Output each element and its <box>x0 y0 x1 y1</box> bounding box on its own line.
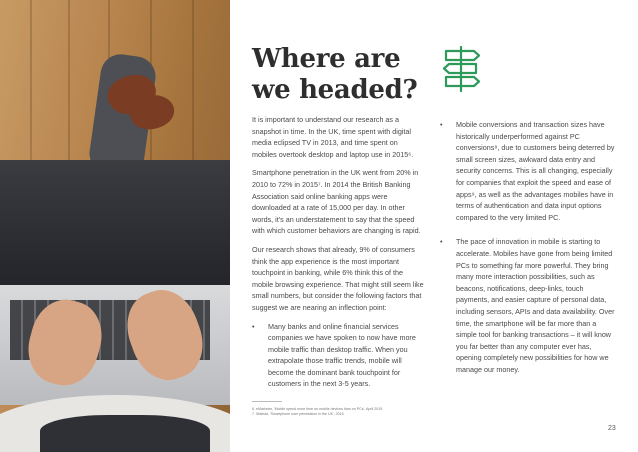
footnote-7: 7. Statista, 'Smartphone user penetration in the UK', 2015 <box>252 412 344 417</box>
bullet-marker: • <box>440 120 443 129</box>
bullet-item-1 <box>252 321 424 391</box>
title-line-2: we headed? <box>252 75 418 105</box>
bullet-marker: • <box>440 237 443 247</box>
page-number: 23 <box>608 425 616 432</box>
footnote-6: 6. eMarketer, 'Mobile spend more time on mobile devices than on PCs', April 2015 <box>252 407 383 411</box>
bullet-item-3 <box>440 236 618 375</box>
footnote-divider <box>252 401 282 402</box>
bullet-marker: • <box>252 321 255 331</box>
left-column <box>252 114 424 397</box>
signpost-icon <box>440 46 482 92</box>
page-title <box>252 44 417 106</box>
title-line-1: Where are <box>252 44 401 74</box>
footnotes <box>252 407 432 418</box>
bullet-item-2 <box>440 119 618 223</box>
paragraph-1: It is important to understand our research as a snapshot in time. In the UK, time spent with digital media eclipsed TV in 2013, and time spent on mobiles overtook desktop and laptop use in 2015⁶. <box>252 115 414 159</box>
paragraph-2: Smartphone penetration in the UK went from 20% in 2010 to 72% in 2015⁷. In 2014 the British Banking Association said online banking apps were downloaded at a rate of 15,000 per day. In other words, it's an understatement to say that the speed with which customer behaviors are changing is rapid. <box>252 168 421 236</box>
paragraph-3: Our research shows that already, 9% of consumers think the app experience is the most important touchpoint in banking, while 6% think this of the mobile browsing experience. That might still seem like small numbers, but consider the following factors that suggest we are nearing an inflection point: <box>252 244 424 312</box>
shirt-stripe <box>40 415 210 452</box>
bullet-text-2: Mobile conversions and transaction sizes have historically underperformed against PC conversions⁸, due to customers being deterred by small screen sizes, awkward data entry and security concerns. This is all changing, especially for companies that exploit the speed and ease of apps⁹, as well as the advantages mobiles have in terms of authentication and data input options compared to the very limited PC. <box>456 120 615 222</box>
right-column <box>440 119 618 382</box>
laptop-screen <box>0 160 230 290</box>
bullet-text-1: Many banks and online financial services companies we have spoken to now have more mobile traffic than desktop traffic. When you extrapolate those traffic trends, mobile will become the dominant bank touchpoint for customers in the next 3-5 years. <box>268 321 416 389</box>
bullet-text-3: The pace of innovation in mobile is starting to accelerate. Mobiles have gone from being limited PCs to something far more powerful. They bring many more interaction possibilities, such as beacons, notifications, deep-links, touch payments, and easier capture of personal data, including sensors, APIs and data availability. Over time, the smartphone will be far more than a simple tool for banking transactions – it will know you far better than any computer ever has, opening completely new possibilities for how we manage our money. <box>456 237 615 374</box>
hero-photo <box>0 0 230 452</box>
